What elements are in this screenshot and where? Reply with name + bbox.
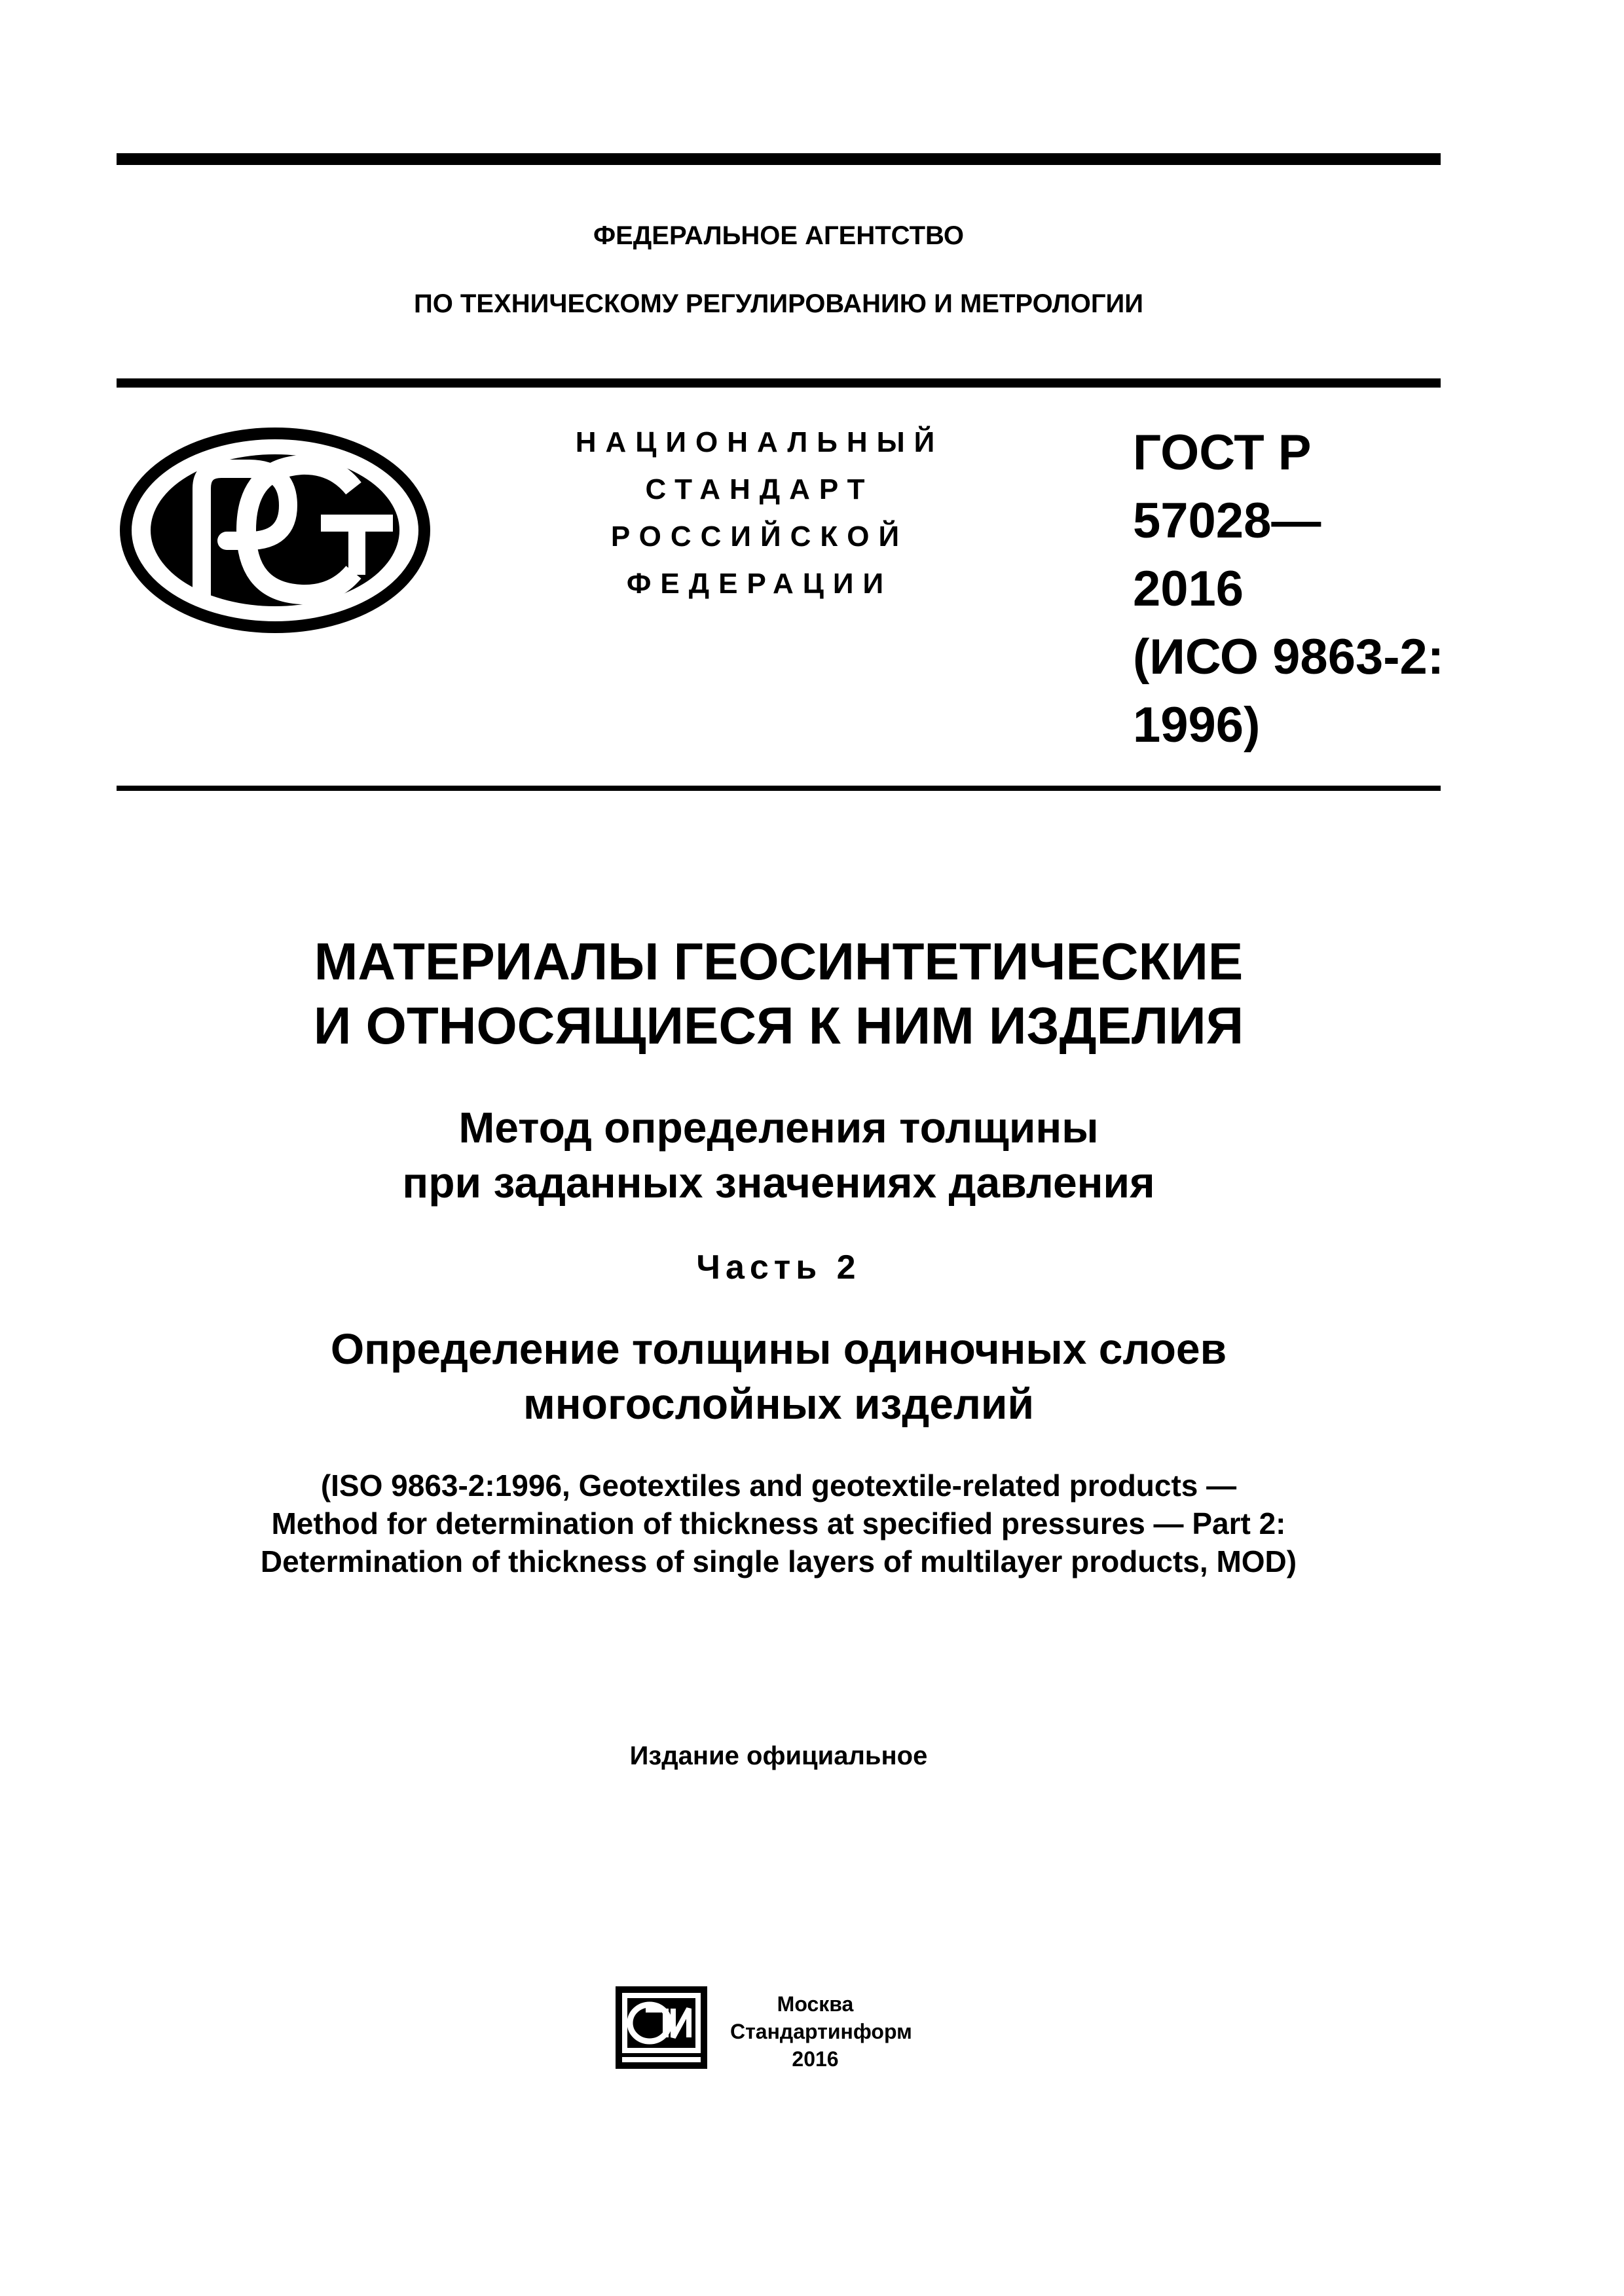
- rst-logo-icon: [118, 426, 432, 635]
- standard-designation: [1133, 419, 1445, 759]
- national-standard-line-4: ФЕДЕРАЦИИ: [626, 568, 893, 600]
- iso-reference-line-1: (ISO 9863-2:1996, Geotextiles and geotextile-related products —: [320, 1468, 1237, 1503]
- subtitle-line-1: Метод определения толщины: [458, 1103, 1099, 1152]
- national-standard-line-1: НАЦИОНАЛЬНЫЙ: [575, 426, 944, 458]
- subtitle-line-2: при заданных значениях давления: [402, 1158, 1155, 1207]
- subtitle: [117, 1100, 1441, 1210]
- top-rule: [117, 153, 1441, 165]
- part-label: Часть 2: [696, 1248, 861, 1286]
- designation-line-2: 57028—: [1133, 493, 1321, 549]
- publisher-city: Москва: [777, 1992, 854, 2016]
- national-standard-label: [517, 419, 1002, 608]
- iso-reference: [117, 1467, 1441, 1580]
- designation-line-4: (ИСО 9863-2:: [1133, 629, 1445, 685]
- iso-reference-line-3: Determination of thickness of single layers of multilayer products, MOD): [260, 1544, 1297, 1578]
- agency-line-1: ФЕДЕРАЛЬНОЕ АГЕНТСТВО: [593, 221, 965, 250]
- main-title-line-1: МАТЕРИАЛЫ ГЕОСИНТЕТИЧЕСКИЕ: [314, 932, 1244, 991]
- standartinform-logo-icon: [616, 1986, 707, 2069]
- designation-line-3: 2016: [1133, 561, 1244, 617]
- header-rule: [117, 378, 1441, 388]
- designation-line-5: 1996): [1133, 697, 1261, 753]
- main-title: [117, 930, 1441, 1058]
- iso-reference-line-2: Method for determination of thickness at specified pressures — Part 2:: [271, 1506, 1286, 1540]
- national-standard-line-2: СТАНДАРТ: [645, 473, 874, 505]
- main-title-line-2: И ОТНОСЯЩИЕСЯ К НИМ ИЗДЕЛИЯ: [313, 996, 1244, 1055]
- part-title-line-2: многослойных изделий: [523, 1379, 1035, 1428]
- edition-label: Издание официальное: [629, 1741, 928, 1770]
- part-title: [117, 1321, 1441, 1431]
- publisher-name: Стандартинформ: [730, 2020, 912, 2043]
- designation-rule: [117, 786, 1441, 791]
- publisher-year: 2016: [792, 2047, 839, 2071]
- publisher-block: [730, 1990, 912, 2073]
- part-title-line-1: Определение толщины одиночных слоев: [330, 1324, 1227, 1373]
- national-standard-line-3: РОССИЙСКОЙ: [610, 520, 909, 553]
- agency-line-2: ПО ТЕХНИЧЕСКОМУ РЕГУЛИРОВАНИЮ И МЕТРОЛОГИИ: [413, 289, 1144, 318]
- designation-line-1: ГОСТ Р: [1133, 425, 1312, 481]
